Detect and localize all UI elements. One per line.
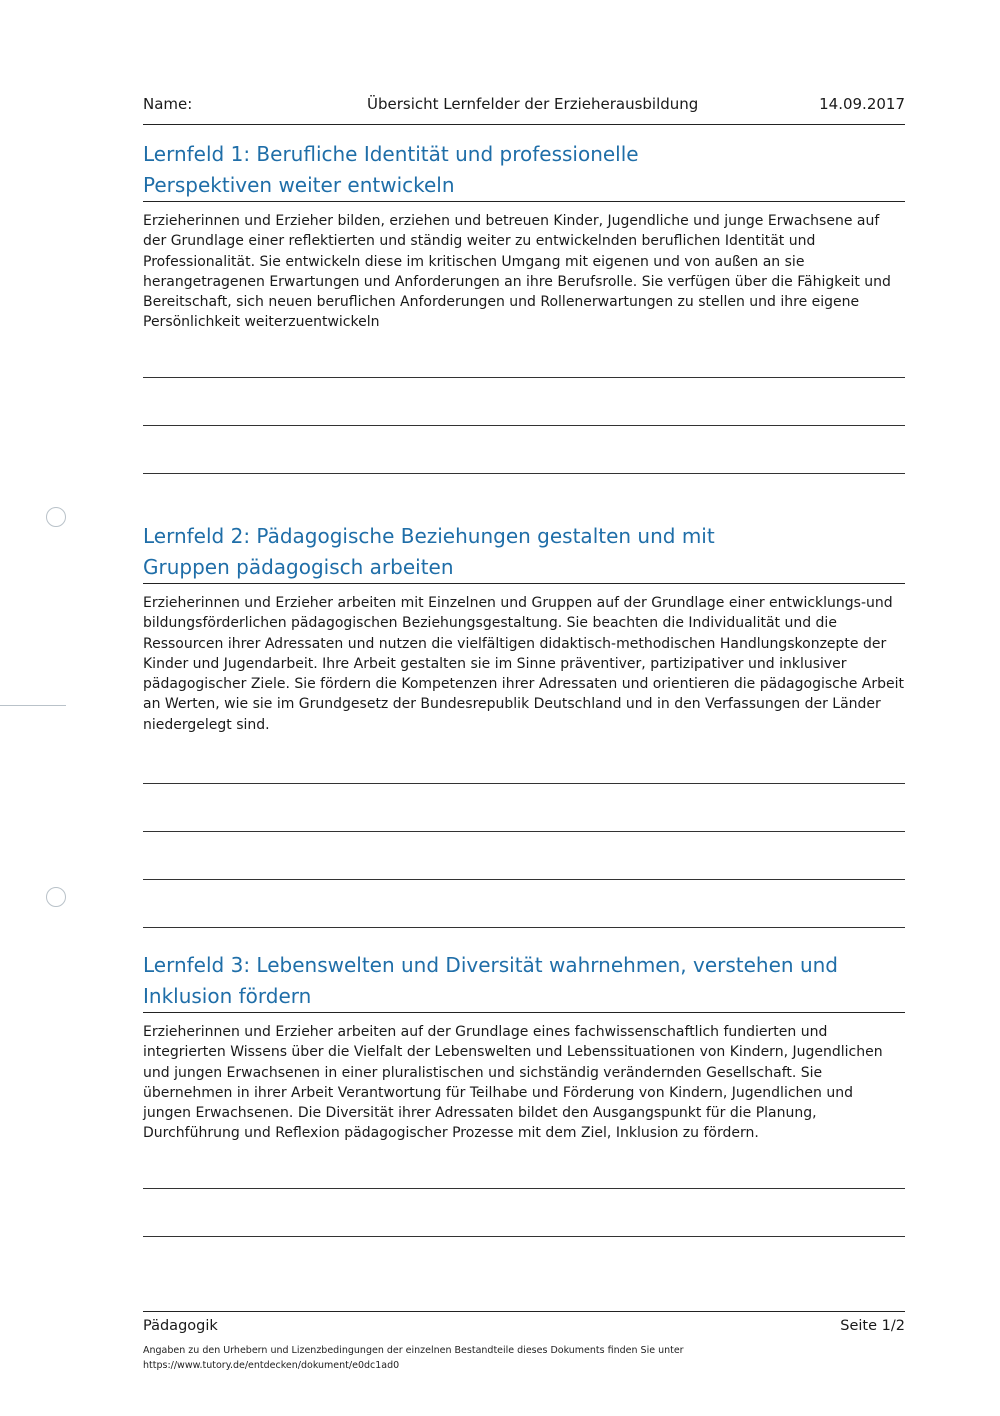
section-lernfeld-2	[143, 521, 905, 735]
section-title-rule	[143, 583, 905, 584]
footer-divider	[143, 1311, 905, 1312]
section-title: Lernfeld 2: Pädagogische Beziehungen gestalten und mit Gruppen pädagogisch arbeiten	[143, 524, 715, 579]
license-note-text: Angaben zu den Urhebern und Lizenzbedingungen der einzelnen Bestandteile dieses Dokuments finden Sie unter	[143, 1345, 684, 1356]
answer-line[interactable]	[143, 831, 905, 832]
answer-line[interactable]	[143, 1188, 905, 1189]
license-note-url[interactable]: https://www.tutory.de/entdecken/dokument/e0dc1ad0	[143, 1360, 400, 1371]
fold-mark	[0, 705, 66, 706]
section-lernfeld-1	[143, 139, 905, 333]
section-lernfeld-3	[143, 950, 905, 1144]
punch-hole-bottom	[46, 887, 66, 907]
section-body: Erzieherinnen und Erzieher arbeiten auf der Grundlage eines fachwissenschaftlich fundierten und integrierten Wissens über die Vielfalt der Lebenswelten und Lebenssituationen von Kindern, Jugendlichen und jungen Erwachsenen in einer pluralistischen und sichständig verändernden Gesellschaft. Sie übernehmen in ihrer Arbeit Verantwortung für Teilhabe und Förderung von Kindern, Jugendlichen und jungen Erwachsenen. Die Diversität ihrer Adressaten bildet den Ausgangspunkt für die Planung, Durchführung und Reflexion pädagogischer Prozesse mit dem Ziel, Inklusion zu fördern.	[143, 1024, 883, 1142]
page-number: Seite 1/2	[840, 1318, 905, 1334]
punch-hole-top	[46, 507, 66, 527]
document-date: 14.09.2017	[819, 95, 905, 113]
answer-line[interactable]	[143, 1236, 905, 1237]
section-body: Erzieherinnen und Erzieher bilden, erziehen und betreuen Kinder, Jugendliche und junge Erwachsene auf der Grundlage einer reflektierten und ständig weiter zu entwickelnden beruflichen Identität und Professionalität. Sie entwickeln diese im kritischen Umgang mit eigenen und von außen an sie herangetragenen Erwartungen und Anforderungen an ihre Berufsrolle. Sie verfügen über die Fähigkeit und Bereitschaft, sich neuen beruflichen Anforderungen und Rollenerwartungen zu stellen und ihre eigene Persönlichkeit weiterzuentwickeln	[143, 213, 891, 331]
name-label: Name:	[143, 95, 193, 113]
document-title: Übersicht Lernfelder der Erzieherausbildung	[367, 95, 699, 113]
answer-line[interactable]	[143, 377, 905, 378]
section-body: Erzieherinnen und Erzieher arbeiten mit Einzelnen und Gruppen auf der Grundlage einer entwicklungs-und bildungsförderlichen pädagogischen Beziehungsgestaltung. Sie beachten die Individualität und die Ressourcen ihrer Adressaten und nutzen die vielfältigen didaktisch-methodischen Handlungskonzepte der Kinder und Jugendarbeit. Ihre Arbeit gestalten sie im Sinne präventiver, partizipativer und inklusiver pädagogischer Ziele. Sie fördern die Kompetenzen ihrer Adressaten und orientieren die pädagogische Arbeit an Werten, wie sie im Grundgesetz der Bundesrepublik Deutschland und in den Verfassungen der Länder niedergelegt sind.	[143, 595, 905, 733]
answer-line[interactable]	[143, 879, 905, 880]
answer-line[interactable]	[143, 783, 905, 784]
answer-line[interactable]	[143, 425, 905, 426]
footer-subject: Pädagogik	[143, 1318, 218, 1334]
section-title-rule	[143, 201, 905, 202]
answer-line[interactable]	[143, 927, 905, 928]
section-title: Lernfeld 1: Berufliche Identität und professionelle Perspektiven weiter entwickeln	[143, 142, 639, 197]
license-note	[143, 1343, 905, 1373]
page-header	[143, 95, 905, 117]
section-title-rule	[143, 1012, 905, 1013]
answer-line[interactable]	[143, 473, 905, 474]
header-divider	[143, 124, 905, 125]
section-title: Lernfeld 3: Lebenswelten und Diversität wahrnehmen, verstehen und Inklusion fördern	[143, 953, 838, 1008]
